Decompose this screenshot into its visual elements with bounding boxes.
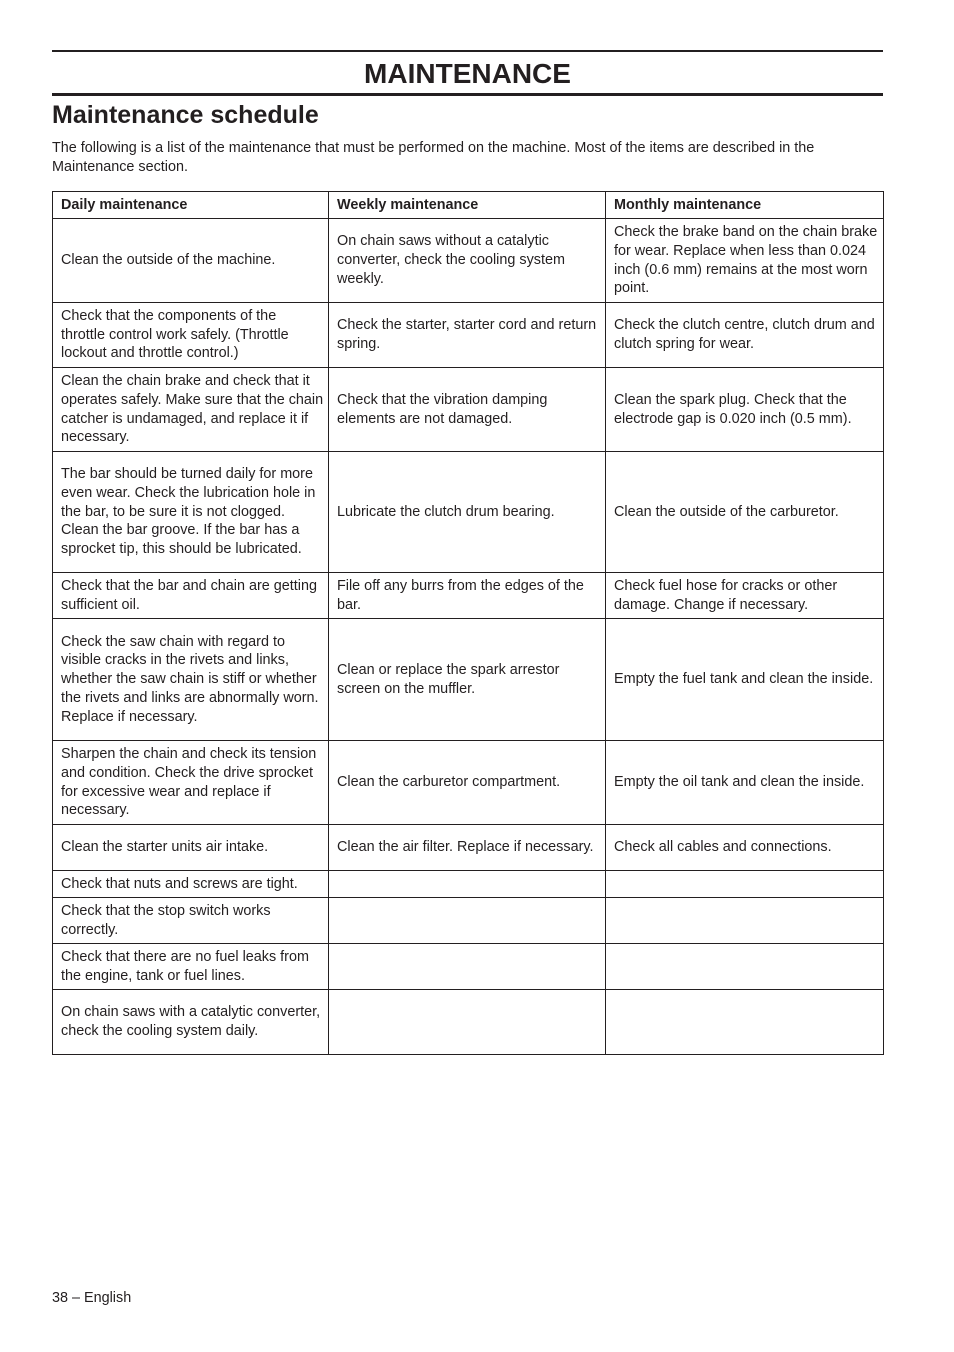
chapter-title: MAINTENANCE [364, 58, 571, 89]
table-cell-daily: The bar should be turned daily for more even wear. Check the lubrication hole in the bar, to be sure it is not clogged. Clean the bar groove. If the bar has a sprocket tip, this should be lubricated. [53, 452, 329, 573]
table-cell-daily: Check that the stop switch works correctly. [53, 898, 329, 944]
table-cell-weekly [329, 990, 606, 1055]
table-cell-monthly: Check the brake band on the chain brake for wear. Replace when less than 0.024 inch (0.6 mm) remains at the most worn point. [606, 219, 884, 303]
table-cell-monthly: Empty the fuel tank and clean the inside. [606, 619, 884, 741]
table-cell-daily: Clean the outside of the machine. [53, 219, 329, 303]
table-cell-monthly: Check fuel hose for cracks or other damage. Change if necessary. [606, 573, 884, 619]
table-cell-monthly: Clean the spark plug. Check that the electrode gap is 0.020 inch (0.5 mm). [606, 368, 884, 452]
table-cell-daily: Check that the bar and chain are getting sufficient oil. [53, 573, 329, 619]
table-cell-monthly [606, 990, 884, 1055]
table-cell-monthly [606, 944, 884, 990]
table-cell-weekly: File off any burrs from the edges of the bar. [329, 573, 606, 619]
table-cell-monthly [606, 871, 884, 898]
table-header-row [53, 192, 884, 219]
table-cell-weekly: Clean the air filter. Replace if necessary. [329, 825, 606, 871]
table-row [53, 990, 884, 1055]
table-row [53, 898, 884, 944]
table-row [53, 219, 884, 303]
table-cell-weekly [329, 898, 606, 944]
table-row [53, 368, 884, 452]
section-title: Maintenance schedule [52, 101, 319, 129]
table-row [53, 871, 884, 898]
table-cell-daily: Sharpen the chain and check its tension and condition. Check the drive sprocket for excessive wear and replace if necessary. [53, 741, 329, 825]
column-header-weekly: Weekly maintenance [329, 192, 606, 219]
table-row [53, 303, 884, 368]
table-cell-daily: Clean the chain brake and check that it operates safely. Make sure that the chain catcher is undamaged, and replace it if necessary. [53, 368, 329, 452]
table-cell-weekly: Lubricate the clutch drum bearing. [329, 452, 606, 573]
table-cell-daily: On chain saws with a catalytic converter, check the cooling system daily. [53, 990, 329, 1055]
table-cell-monthly: Clean the outside of the carburetor. [606, 452, 884, 573]
table-cell-daily: Check that there are no fuel leaks from the engine, tank or fuel lines. [53, 944, 329, 990]
table-row [53, 452, 884, 573]
page-header [52, 50, 883, 96]
table-cell-weekly: Clean or replace the spark arrestor screen on the muffler. [329, 619, 606, 741]
table-cell-monthly: Empty the oil tank and clean the inside. [606, 741, 884, 825]
table-cell-monthly [606, 898, 884, 944]
table-cell-weekly: Check that the vibration damping elements are not damaged. [329, 368, 606, 452]
table-cell-daily: Clean the starter units air intake. [53, 825, 329, 871]
table-cell-monthly: Check the clutch centre, clutch drum and clutch spring for wear. [606, 303, 884, 368]
table-row [53, 825, 884, 871]
table-cell-weekly: On chain saws without a catalytic converter, check the cooling system weekly. [329, 219, 606, 303]
table-cell-weekly [329, 944, 606, 990]
intro-paragraph: The following is a list of the maintenance that must be performed on the machine. Most of the items are described in the Maintenance section. [52, 140, 815, 175]
table-row [53, 741, 884, 825]
column-header-monthly: Monthly maintenance [606, 192, 884, 219]
table-cell-monthly: Check all cables and connections. [606, 825, 884, 871]
table-cell-daily: Check that nuts and screws are tight. [53, 871, 329, 898]
table-cell-weekly: Check the starter, starter cord and return spring. [329, 303, 606, 368]
page-number: 38 – English [52, 1290, 132, 1306]
table-row [53, 619, 884, 741]
table-cell-weekly [329, 871, 606, 898]
table-row [53, 944, 884, 990]
table-row [53, 573, 884, 619]
maintenance-schedule-table [52, 191, 884, 1055]
table-cell-daily: Check that the components of the throttle control work safely. (Throttle lockout and throttle control.) [53, 303, 329, 368]
column-header-daily: Daily maintenance [53, 192, 329, 219]
table-cell-daily: Check the saw chain with regard to visible cracks in the rivets and links, whether the saw chain is stiff or whether the rivets and links are abnormally worn. Replace if necessary. [53, 619, 329, 741]
table-cell-weekly: Clean the carburetor compartment. [329, 741, 606, 825]
